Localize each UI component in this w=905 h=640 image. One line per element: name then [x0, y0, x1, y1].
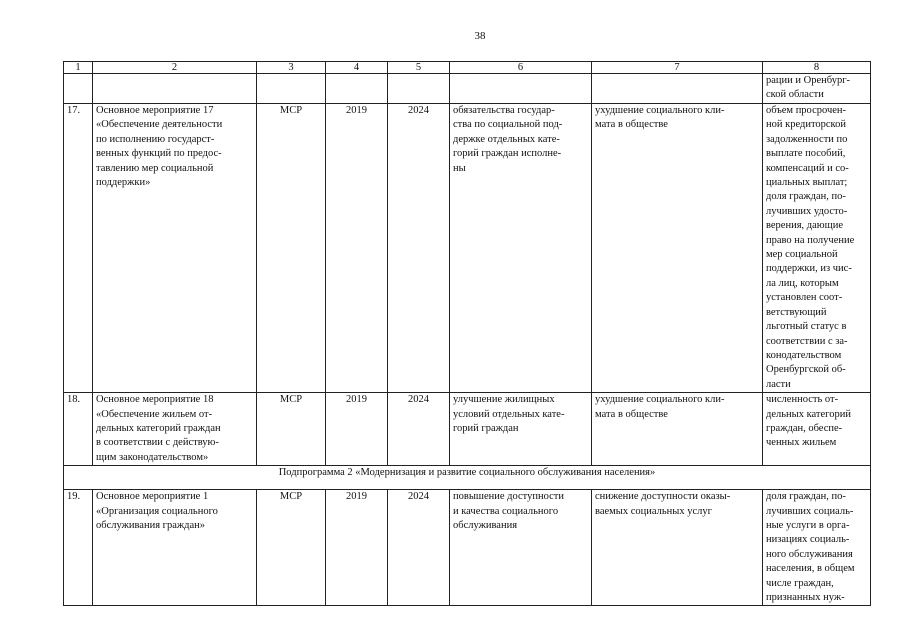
continuation-indicator: рации и Оренбург- ской области [763, 74, 871, 104]
indicator: объем просрочен- ной кредиторской задолженности по выплате пособий, компенсаций и со- циальных выплат; доля граждан, по- лучивших удосто- верения, дающие право на получение мер социальной поддержки, из чис- ла лиц, которым установлен соот- ветствующий льготный статус в соответствии с за- конодательством Оренбургской об- ласти [763, 104, 871, 393]
start-year: 2019 [326, 393, 388, 466]
subprogram-row [64, 466, 871, 490]
table-row [64, 104, 871, 393]
row-number: 19. [64, 490, 93, 606]
row-number: 17. [64, 104, 93, 393]
column-header-8: 8 [763, 62, 871, 74]
measure-name: Основное мероприятие 18 «Обеспечение жильем от- дельных категорий граждан в соответствии с действую- щим законодательством» [93, 393, 257, 466]
measures-table [63, 61, 871, 606]
end-year: 2024 [388, 104, 450, 393]
end-year: 2024 [388, 393, 450, 466]
column-header-6: 6 [450, 62, 592, 74]
column-header-3: 3 [257, 62, 326, 74]
expected-result: улучшение жилищных условий отдельных кате- горий граждан [450, 393, 592, 466]
continuation-row [64, 74, 871, 104]
table-row [64, 393, 871, 466]
executor: МСР [257, 393, 326, 466]
column-number-row [64, 62, 871, 74]
column-header-4: 4 [326, 62, 388, 74]
expected-result: повышение доступности и качества социального обслуживания [450, 490, 592, 606]
risk-consequence: снижение доступности оказы- ваемых социальных услуг [592, 490, 763, 606]
start-year: 2019 [326, 104, 388, 393]
start-year: 2019 [326, 490, 388, 606]
indicator: доля граждан, по- лучивших социаль- ные услуги в орга- низациях социаль- ного обслуживания населения, в общем числе граждан, признанных нуж- [763, 490, 871, 606]
executor: МСР [257, 104, 326, 393]
risk-consequence: ухудшение социального кли- мата в обществе [592, 393, 763, 466]
page-number: 38 [474, 30, 486, 42]
end-year: 2024 [388, 490, 450, 606]
indicator: численность от- дельных категорий граждан, обеспе- ченных жильем [763, 393, 871, 466]
measure-name: Основное мероприятие 17 «Обеспечение деятельности по исполнению государст- венных функций по предос- тавлению мер социальной поддержки» [93, 104, 257, 393]
measure-name: Основное мероприятие 1 «Организация социального обслуживания граждан» [93, 490, 257, 606]
column-header-2: 2 [93, 62, 257, 74]
expected-result: обязательства государ- ства по социальной под- держке отдельных кате- горий граждан исполне- ны [450, 104, 592, 393]
column-header-5: 5 [388, 62, 450, 74]
risk-consequence: ухудшение социального кли- мата в обществе [592, 104, 763, 393]
executor: МСР [257, 490, 326, 606]
table-row [64, 490, 871, 606]
column-header-7: 7 [592, 62, 763, 74]
subprogram-title: Подпрограмма 2 «Модернизация и развитие социального обслуживания населения» [64, 466, 871, 490]
column-header-1: 1 [64, 62, 93, 74]
row-number: 18. [64, 393, 93, 466]
